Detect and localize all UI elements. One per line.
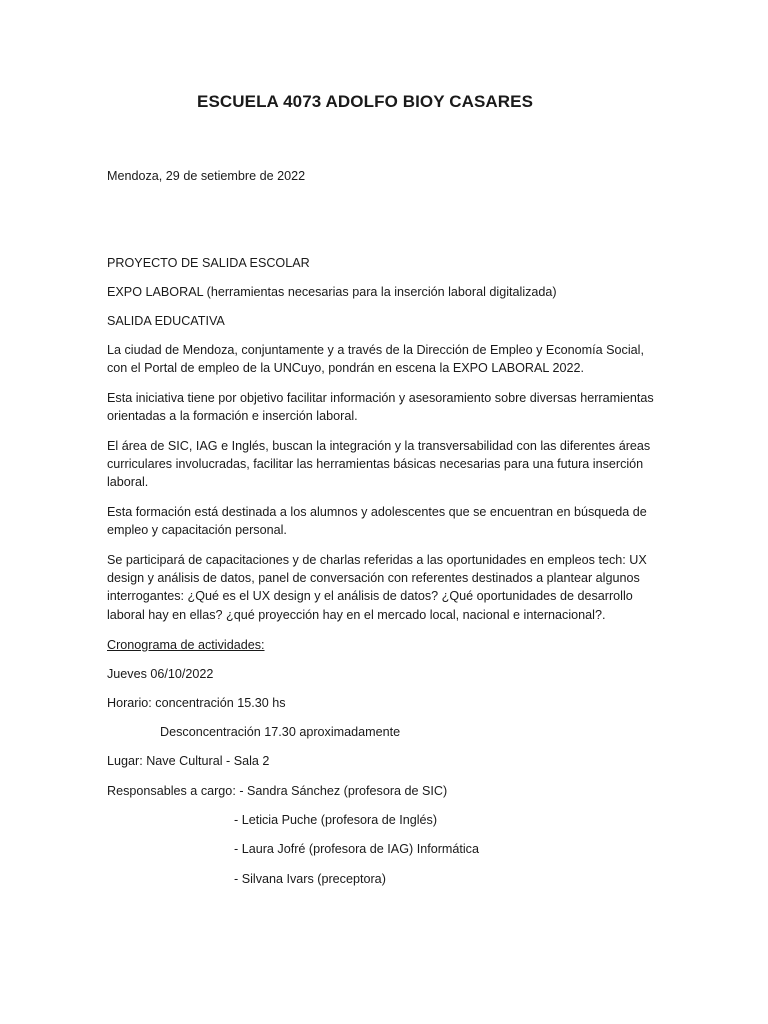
- responsible-line-2: - Leticia Puche (profesora de Inglés): [234, 813, 438, 827]
- paragraph-areas: El área de SIC, IAG e Inglés, buscan la integración y la transversabilidad con las diferentes áreas curriculares involucradas, facilitar las herramientas básicas necesarias para una futura inserción laboral.: [107, 439, 651, 490]
- responsible-line-4: - Silvana Ivars (preceptora): [234, 872, 386, 886]
- place-line: Lugar: Nave Cultural - Sala 2: [107, 754, 270, 768]
- paragraph-intro: La ciudad de Mendoza, conjuntamente y a través de la Dirección de Empleo y Economía Social, con el Portal de empleo de la UNCuyo, pondrán en escena la EXPO LABORAL 2022.: [107, 343, 644, 376]
- schedule-heading: Cronograma de actividades:: [107, 638, 265, 652]
- paragraph-objective: Esta iniciativa tiene por objetivo facilitar información y asesoramiento sobre diversas herramientas orientadas a la formación e inserción laboral.: [107, 391, 654, 424]
- paragraph-activities: Se participará de capacitaciones y de charlas referidas a las oportunidades en empleos tech: UX design y análisis de datos, panel de conversación con referentes destinados a plantear algunos interrogantes: ¿Qué es el UX design y el análisis de datos? ¿Qué oportunidades de desarrollo laboral hay en ellas? ¿qué proyección hay en el mercado local, nacional e internacional?.: [107, 553, 647, 622]
- responsible-line-3: - Laura Jofré (profesora de IAG) Informática: [234, 842, 479, 856]
- expo-heading: EXPO LABORAL (herramientas necesarias para la inserción laboral digitalizada): [107, 285, 557, 299]
- schedule-time: Horario: concentración 15.30 hs: [107, 696, 286, 710]
- date-line: Mendoza, 29 de setiembre de 2022: [107, 169, 306, 183]
- paragraph-audience: Esta formación está destinada a los alumnos y adolescentes que se encuentran en búsqueda de empleo y capacitación personal.: [107, 505, 647, 538]
- salida-heading: SALIDA EDUCATIVA: [107, 314, 225, 328]
- responsible-line-1: Responsables a cargo: - Sandra Sánchez (profesora de SIC): [107, 784, 448, 798]
- schedule-time-end: Desconcentración 17.30 aproximadamente: [160, 725, 401, 739]
- project-heading: PROYECTO DE SALIDA ESCOLAR: [107, 256, 310, 270]
- school-title: ESCUELA 4073 ADOLFO BIOY CASARES: [197, 92, 534, 111]
- schedule-date: Jueves 06/10/2022: [107, 667, 214, 681]
